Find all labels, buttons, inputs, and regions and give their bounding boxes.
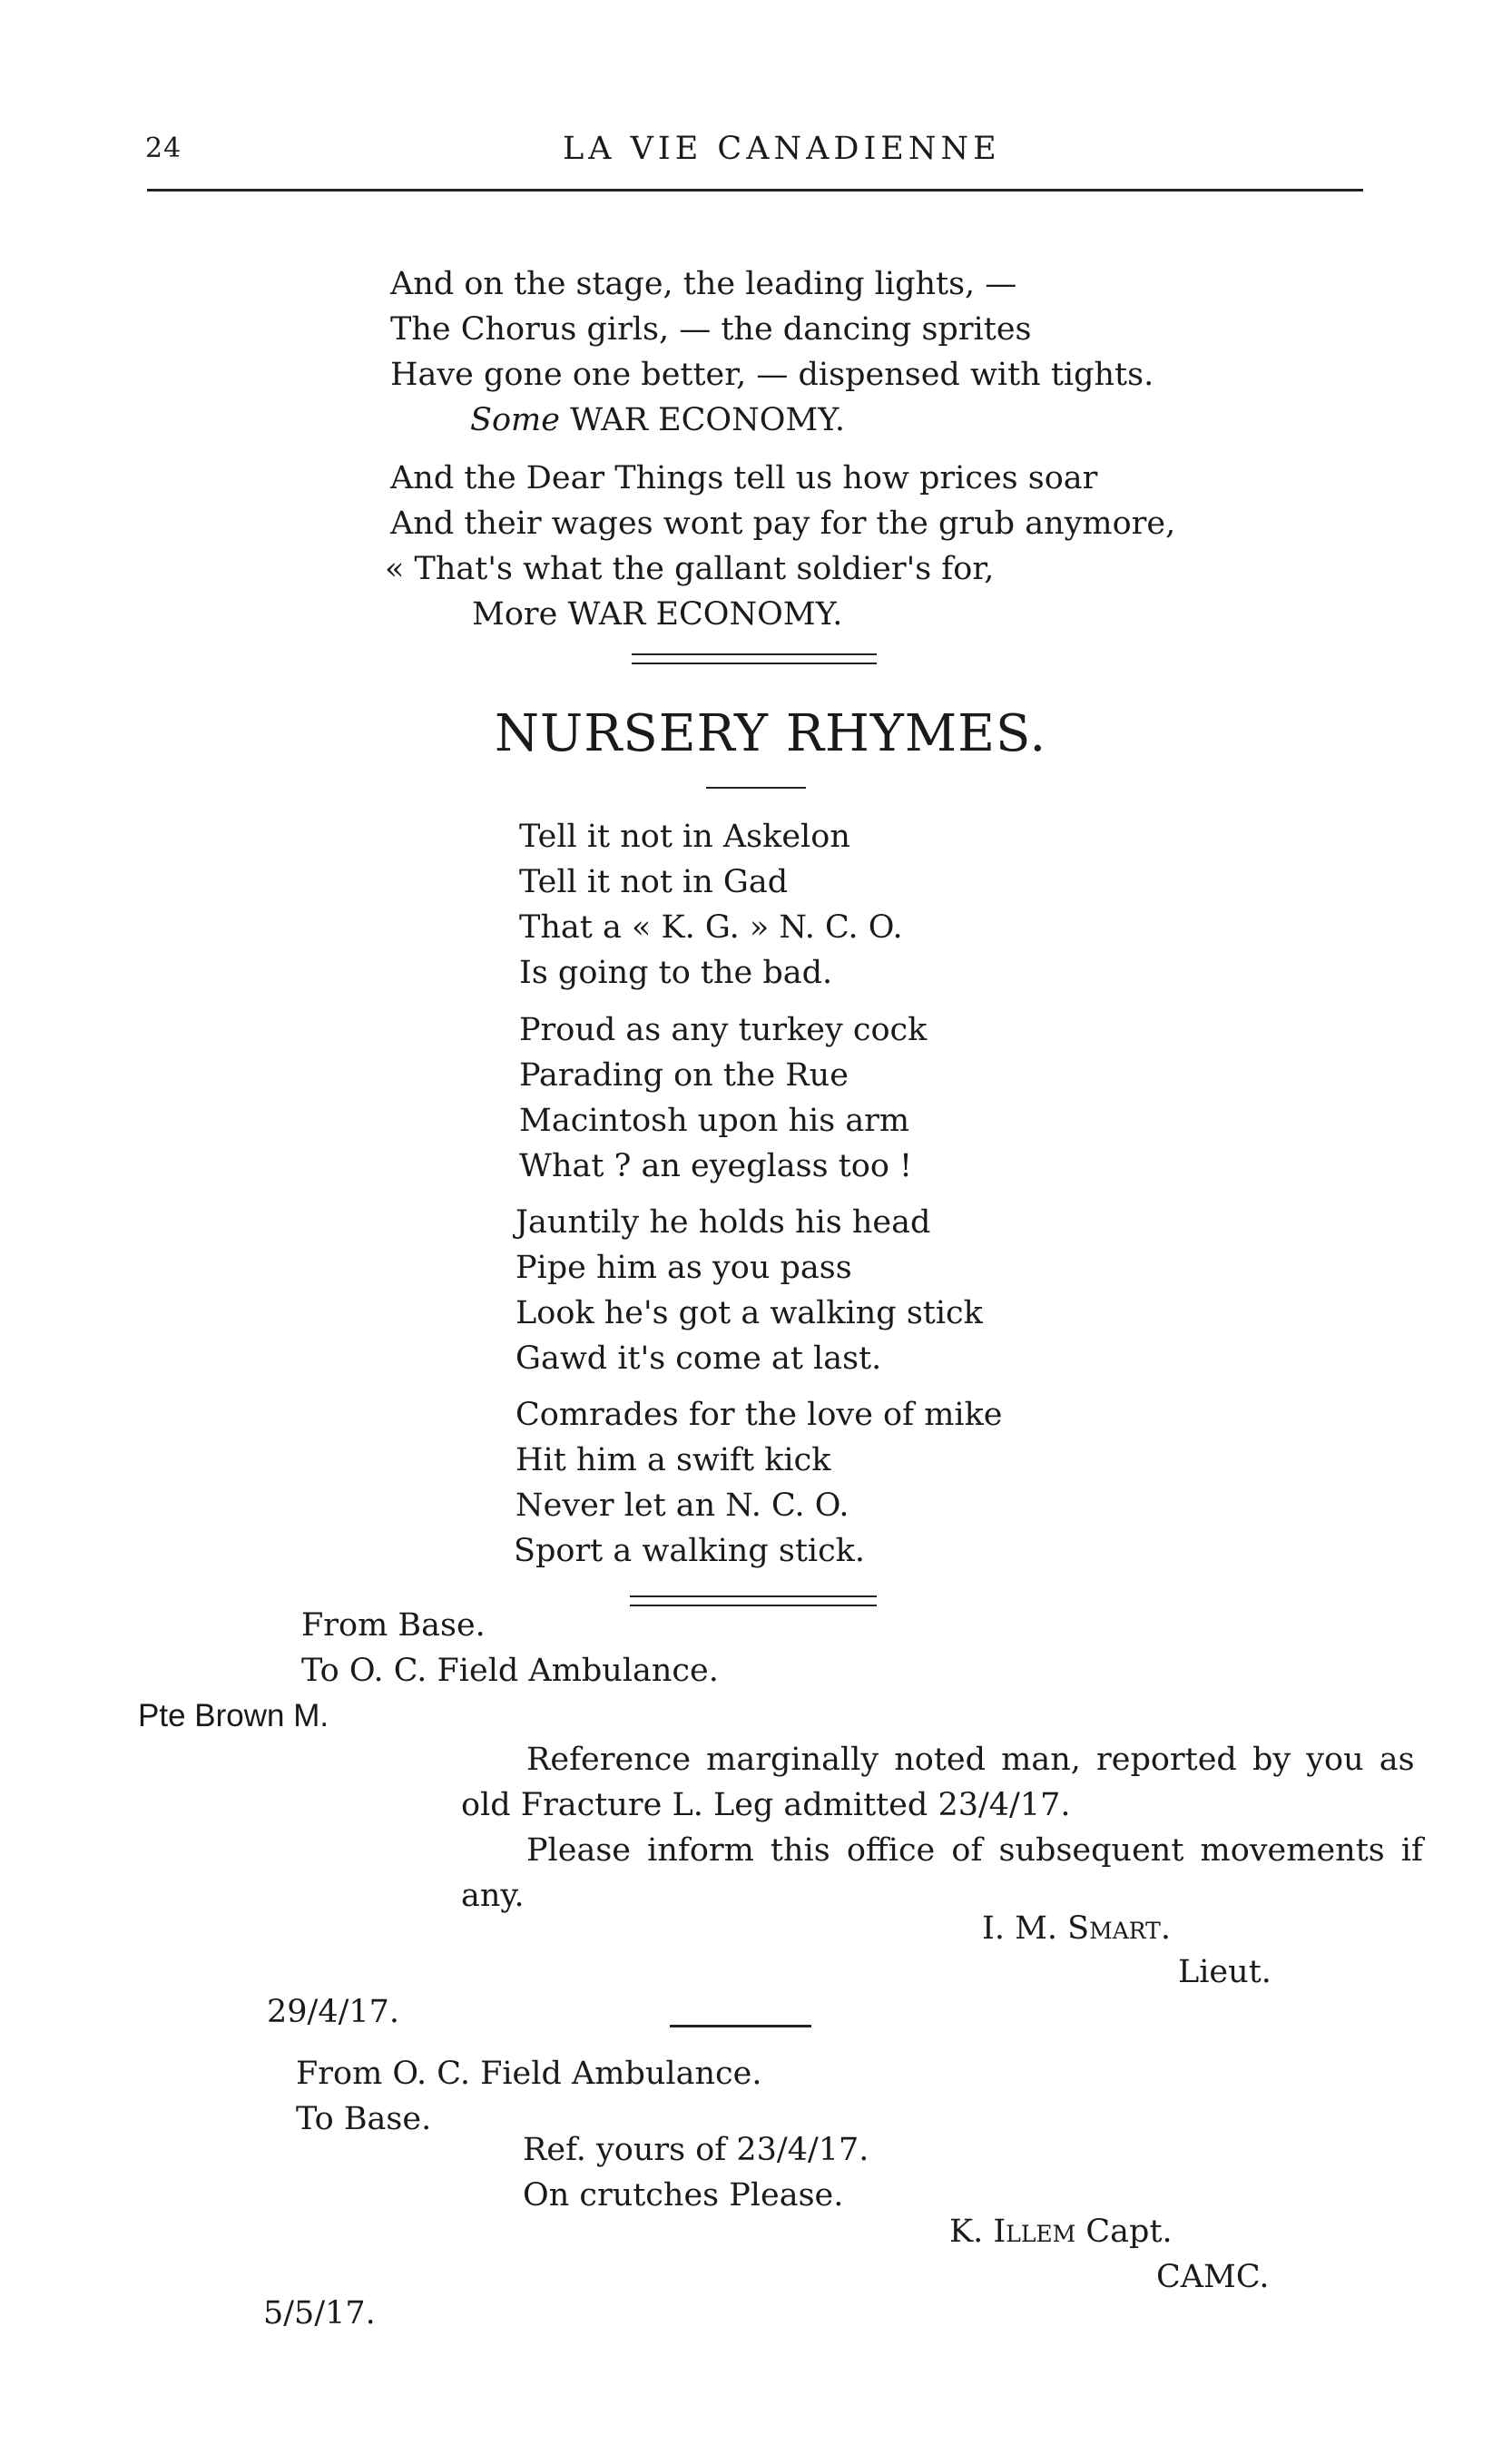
rhyme-line: That a « K. G. » N. C. O. bbox=[519, 909, 903, 946]
margin-note: Pte Brown M. bbox=[138, 1698, 329, 1733]
signature-unit: CAMC. bbox=[1156, 2259, 1270, 2295]
separator-rule bbox=[670, 2025, 811, 2027]
memo-to: To O. C. Field Ambulance. bbox=[301, 1653, 719, 1689]
rhyme-line: Pipe him as you pass bbox=[515, 1250, 852, 1286]
page-number: 24 bbox=[145, 133, 182, 164]
poem-line: And on the stage, the leading lights, — bbox=[390, 266, 1017, 302]
rhyme-line: Comrades for the love of mike bbox=[515, 1397, 1003, 1433]
rhyme-line: Tell it not in Gad bbox=[519, 864, 789, 900]
rhyme-line: What ? an eyeglass too ! bbox=[519, 1148, 913, 1184]
rhyme-line: Macintosh upon his arm bbox=[519, 1103, 910, 1139]
running-title: LA VIE CANADIENNE bbox=[563, 131, 1001, 167]
poem-line: The Chorus girls, — the dancing sprites bbox=[390, 311, 1032, 348]
signature bbox=[949, 2209, 1173, 2254]
memo-paragraph: Please inform this office of subsequent movements if bbox=[526, 1832, 1424, 1869]
poem-line: And the Dear Things tell us how prices soar bbox=[390, 460, 1098, 496]
rhyme-line: Jauntily he holds his head bbox=[515, 1204, 931, 1241]
rhyme-line: Is going to the bad. bbox=[519, 955, 833, 991]
memo-paragraph: any. bbox=[461, 1878, 525, 1914]
section-title: NURSERY RHYMES. bbox=[495, 704, 1047, 763]
memo-date: 29/4/17. bbox=[267, 1994, 400, 2030]
memo-paragraph: Reference marginally noted man, reported by you as bbox=[526, 1742, 1415, 1778]
poem-line: Have gone one better, — dispensed with tights. bbox=[390, 357, 1154, 393]
rhyme-line: Look he's got a walking stick bbox=[515, 1295, 983, 1331]
title-rule bbox=[706, 787, 806, 789]
rhyme-line: Gawd it's come at last. bbox=[515, 1340, 882, 1377]
memo-from: From Base. bbox=[301, 1607, 486, 1644]
memo-to: To Base. bbox=[296, 2101, 432, 2137]
refrain-italic: Some bbox=[470, 402, 560, 438]
header-rule bbox=[147, 189, 1363, 191]
signature-name: K. Illem bbox=[949, 2214, 1076, 2250]
signature-name: I. M. Smart. bbox=[982, 1910, 1171, 1947]
memo-line: On crutches Please. bbox=[523, 2177, 844, 2214]
signature-rank: Capt. bbox=[1075, 2214, 1173, 2250]
poem-refrain: More WAR ECONOMY. bbox=[472, 596, 843, 633]
rhyme-line: Tell it not in Askelon bbox=[519, 819, 850, 855]
memo-from: From O. C. Field Ambulance. bbox=[296, 2056, 762, 2092]
rhyme-line: Sport a walking stick. bbox=[514, 1533, 866, 1569]
refrain-text: WAR ECONOMY. bbox=[559, 402, 845, 438]
poem-line: « That's what the gallant soldier's for, bbox=[385, 551, 995, 587]
memo-line: Ref. yours of 23/4/17. bbox=[523, 2132, 869, 2168]
rhyme-line: Parading on the Rue bbox=[519, 1057, 849, 1094]
memo-date: 5/5/17. bbox=[263, 2295, 376, 2331]
rhyme-line: Proud as any turkey cock bbox=[519, 1012, 928, 1048]
rhyme-line: Never let an N. C. O. bbox=[515, 1487, 849, 1524]
double-rule bbox=[630, 1595, 877, 1606]
signature-rank: Lieut. bbox=[1178, 1954, 1271, 1990]
poem-line: And their wages wont pay for the grub anymore, bbox=[390, 506, 1176, 542]
rhyme-line: Hit him a swift kick bbox=[515, 1442, 831, 1478]
memo-paragraph: old Fracture L. Leg admitted 23/4/17. bbox=[461, 1787, 1071, 1823]
double-rule bbox=[632, 653, 877, 664]
poem-refrain bbox=[470, 398, 845, 443]
